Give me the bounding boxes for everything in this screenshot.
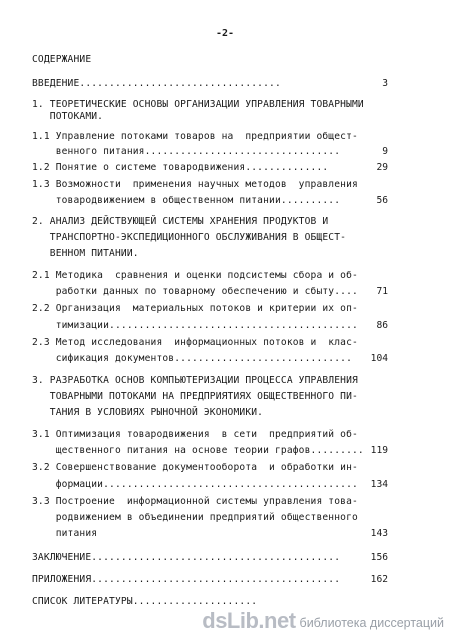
toc-entry-3-3-cont2: питания <box>32 528 98 539</box>
toc-page-1-2: 29 <box>376 162 388 173</box>
toc-entry-references: СПИСОК ЛИТЕРАТУРЫ..................... <box>32 596 258 607</box>
toc-entry-conclusion: ЗАКЛЮЧЕНИЕ.......................................... <box>32 552 341 563</box>
toc-page-2-3: 104 <box>370 353 388 364</box>
toc-page-1-3: 56 <box>376 195 388 206</box>
toc-entry-1-3-cont: товародвижением в общественном питании.......... <box>32 195 341 206</box>
toc-entry-2-3-cont: сификация документов.............................. <box>32 353 352 364</box>
toc-chapter-2-title-cont2: ВЕННОМ ПИТАНИИ. <box>32 248 139 259</box>
toc-page-conclusion: 156 <box>370 552 388 563</box>
toc-entry-1-3: 1.3 Возможности применения научных методов управления <box>32 179 358 190</box>
watermark <box>202 610 444 632</box>
toc-chapter-2-title: 2. АНАЛИЗ ДЕЙСТВУЮЩЕЙ СИСТЕМЫ ХРАНЕНИЯ ПРОДУКТОВ И <box>32 216 329 227</box>
watermark-logo: dsLib.net <box>202 608 296 633</box>
toc-entry-2-2: 2.2 Организация материальных потоков и критерии их оп- <box>32 303 358 314</box>
toc-chapter-2-title-cont: ТРАНСПОРТНО-ЭКСПЕДИЦИОННОГО ОБСЛУЖИВАНИЯ В ОБЩЕСТ- <box>32 232 347 243</box>
toc-entry-1-1: 1.1 Управление потоками товаров на предприятии общест- <box>32 131 358 142</box>
toc-entry-2-2-cont: тимизации.......................................... <box>32 320 358 331</box>
toc-entry-appendices: ПРИЛОЖЕНИЯ.......................................... <box>32 574 341 585</box>
toc-chapter-3-title-cont2: ТАНИЯ В УСЛОВИЯХ РЫНОЧНОЙ ЭКОНОМИКИ. <box>32 407 264 418</box>
toc-entry-2-3: 2.3 Метод исследования информационных потоков и клас- <box>32 337 358 348</box>
toc-entry-1-2: 1.2 Понятие о системе товародвижения.............. <box>32 162 329 173</box>
toc-entry-3-3: 3.3 Построение информационной системы управления това- <box>32 496 358 507</box>
toc-page-appendices: 162 <box>370 574 388 585</box>
toc-entry-3-2: 3.2 Совершенствование документооборота и обработки ин- <box>32 462 358 473</box>
toc-heading: СОДЕРЖАНИЕ <box>32 54 92 65</box>
toc-entry-intro: ВВЕДЕНИЕ.................................. <box>32 78 281 89</box>
toc-entry-3-1-cont: щественного питания на основе теории графов......... <box>32 445 364 456</box>
toc-chapter-3-title: 3. РАЗРАБОТКА ОСНОВ КОМПЬЮТЕРИЗАЦИИ ПРОЦЕССА УПРАВЛЕНИЯ <box>32 375 358 386</box>
toc-page-3-2: 134 <box>370 479 388 490</box>
toc-entry-2-1: 2.1 Методика сравнения и оценки подсистемы сбора и об- <box>32 270 358 281</box>
toc-page-1-1: 9 <box>382 146 388 157</box>
toc-chapter-3-title-cont: ТОВАРНЫМИ ПОТОКАМИ НА ПРЕДПРИЯТИЯХ ОБЩЕСТВЕННОГО ПИ- <box>32 391 358 402</box>
toc-entry-2-1-cont: работки данных по товарному обеспечению и сбыту.... <box>32 286 358 297</box>
toc-entry-3-3-cont: родвижением в объединении предприятий общественного <box>32 512 358 523</box>
toc-page-2-2: 86 <box>376 320 388 331</box>
toc-entry-3-1: 3.1 Оптимизация товародвижения в сети предприятий об- <box>32 429 358 440</box>
toc-entry-3-2-cont: формации........................................... <box>32 479 358 490</box>
toc-entry-1-1-cont: венного питания................................. <box>32 146 341 157</box>
toc-chapter-1-title-cont: ПОТОКАМИ. <box>32 111 104 122</box>
toc-page-3-1: 119 <box>370 445 388 456</box>
watermark-text: библиотека диссертаций <box>299 616 444 630</box>
page-number: -2- <box>215 28 235 39</box>
toc-chapter-1-title: 1. ТЕОРЕТИЧЕСКИЕ ОСНОВЫ ОРГАНИЗАЦИИ УПРАВЛЕНИЯ ТОВАРНЫМИ <box>32 99 364 110</box>
toc-page-intro: 3 <box>382 78 388 89</box>
toc-page-2-1: 71 <box>376 286 388 297</box>
toc-page-3-3: 143 <box>370 528 388 539</box>
